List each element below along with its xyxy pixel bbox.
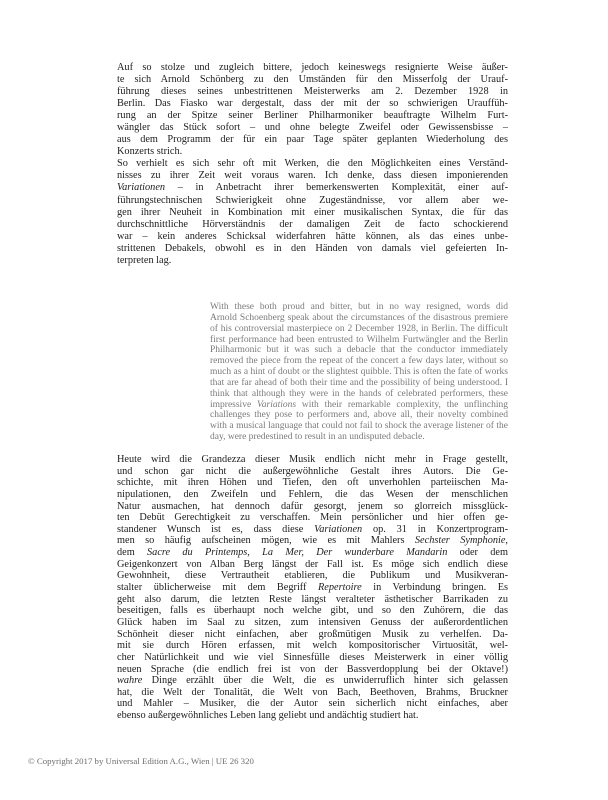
text-line: Geigenkonzert von Alban Berg längst der Fall ist. Es möge sich endlich diese — [117, 558, 508, 570]
text-segment: with their remarkable complexity, the unflinching — [296, 399, 508, 410]
text-segment: Dinge erzählt über die Welt, die es unwiderruflich hinter sich gelassen — [142, 675, 508, 687]
text-segment: stalter üblicherweise mit dem Begriff — [117, 582, 319, 594]
text-line: durchschnittliche Hörverständnis der damaligen Zeit de facto schockierend — [117, 218, 508, 230]
text-line: ten Debüt Gerechtigkeit zu verschaffen. Mein persönlicher und hier offen ge- — [117, 512, 508, 524]
text-line: schichte, mit ihren Höhen und Tiefen, den oft unverhohlen parteiischen Ma- — [117, 477, 508, 489]
italic-title: Repertoire — [318, 582, 362, 594]
english-translation-text — [210, 302, 508, 443]
text-line: Philharmonic but it was such a debacle that the conductor immediately — [210, 345, 508, 356]
text-line: rung an der Spitze seiner Berliner Philharmoniker beauftragte Wilhelm Furt- — [117, 110, 508, 122]
text-segment: oder dem — [447, 547, 508, 559]
text-line: und Mahler – Musiker, die der Autor sein sicherlich nicht einfaches, aber — [117, 698, 508, 710]
text-line: Auf so stolze und zugleich bittere, jedoch keineswegs resignierte Weise äußer- — [117, 62, 508, 73]
text-segment: standener Wunsch ist es, dass diese — [117, 523, 315, 535]
text-line: war – kein anderes Schicksal widerfahren hätte können, als das eines unbe- — [117, 230, 508, 242]
italic-title: Variationen — [314, 523, 363, 535]
text-line — [210, 400, 508, 411]
text-line: first performance had been entrusted to Wilhelm Furtwängler and the Berlin — [210, 334, 508, 345]
text-line: Gewohnheit, diese Vertrautheit etablieren, die Publikum und Musikveran- — [117, 570, 508, 582]
text-line: removed the piece from the repeat of the concert a few days later, without so — [210, 356, 508, 367]
italic-title: Sacre du Printemps, La Mer, Der wunderbare Mandarin — [147, 547, 448, 559]
text-line — [117, 582, 508, 594]
text-line: much as a hint of doubt or the slightest quibble. This is often the fate of works — [210, 367, 508, 378]
text-line: So verhielt es sich sehr oft mit Werken, die den Möglichkeiten eines Verständ- — [117, 158, 508, 170]
text-line: mit sie durch Hören erfassen, mit welch kompositorischer Virtuosität, wel- — [117, 640, 508, 652]
text-line: gen ihrer Neuheit in Kombination mit einer musikalischen Syntax, die für das — [117, 206, 508, 218]
text-line: wängler das Stück sofort – und ohne belegte Zweifel oder Gewissensbisse – — [117, 122, 508, 134]
text-line: und schon gar nicht die außergewöhnliche Gestalt ihres Autors. Die Ge- — [117, 465, 508, 477]
text-line: Schönheit dieser nicht einfachen, aber großmütigen Musik zu verhelfen. Da- — [117, 628, 508, 640]
text-line: day, were predestined to result in an undisputed debacle. — [210, 432, 425, 443]
italic-title: Variations — [257, 399, 297, 410]
italic-title: Variationen — [117, 182, 166, 194]
text-line: beseitigen, falls es überhaupt noch welche gibt, und so den Zuhörern, die das — [117, 605, 508, 617]
text-line: hat, die Welt der Tonalität, die Welt von Bach, Beethoven, Brahms, Bruckner — [117, 686, 508, 698]
text-line: neuen Sprache (die endlich frei ist von der Bassverdopplung bei der Oktave!) — [117, 663, 508, 675]
text-line — [117, 182, 508, 194]
text-line — [117, 535, 508, 547]
text-line: ebenso außergewöhnliches Leben lang geliebt und andächtig studiert hat. — [117, 710, 419, 722]
text-line: terpreten lag. — [117, 254, 172, 266]
text-line: te sich Arnold Schönberg zu den Umständen für den Misserfolg der Urauf- — [117, 74, 508, 86]
text-line — [117, 675, 508, 687]
text-line: geht also darum, die letzten Reste längst veralteter ästhetischer Barrikaden zu — [117, 593, 508, 605]
text-line: nipulationen, den Zweifeln und Fehlern, die das Wesen der menschlichen — [117, 488, 508, 500]
italic-title: wahre — [117, 675, 143, 687]
text-line — [117, 547, 508, 559]
text-segment: op. 31 in Konzertprogram- — [362, 523, 508, 535]
text-segment: men so häufig aufscheinen mögen, wie es mit Mahlers — [117, 535, 415, 547]
text-segment: dem — [117, 547, 148, 559]
text-line: Natur ausmachen, hat dennoch dafür gesorgt, jenem so glorreich missglück- — [117, 500, 508, 512]
text-line: Arnold Schoenberg speak about the circumstances of the disastrous premiere — [210, 312, 508, 323]
text-line — [117, 524, 508, 536]
text-line: cher Natürlichkeit und wie viel Sinnesfülle dieses Meisterwerk in einer völlig — [117, 651, 508, 663]
text-segment: , — [505, 535, 508, 547]
italic-title: Sechster Symphonie — [414, 535, 506, 547]
text-line: Glück haben im Saal zu sitzen, zum intensiven Genuss der außerordentlichen — [117, 616, 508, 628]
text-line: Berlin. Das Fiasko war dergestalt, dass der mit der so schwierigen Urauffüh- — [117, 98, 508, 110]
text-line: with a musical language that could not fail to shock the average listener of the — [210, 421, 508, 432]
text-line: With these both proud and bitter, but in no way resigned, words did — [210, 302, 508, 312]
text-line: Konzerts strich. — [117, 146, 183, 158]
text-line: Heute wird die Grandezza dieser Musik endlich nicht mehr in Frage gestellt, — [117, 454, 508, 465]
text-line: think that although they were in the hands of celebrated performers, these — [210, 388, 508, 399]
german-intro-text — [117, 62, 508, 267]
text-line: challenges they pose to performers and, above all, their novelty combined — [210, 410, 508, 421]
text-line: führung dieses seines unbestrittenen Meisterwerks am 2. Dezember 1928 in — [117, 86, 508, 98]
text-segment: in Verbindung bringen. Es — [361, 582, 508, 594]
german-main-text — [117, 454, 508, 722]
copyright-footer: © Copyright 2017 by Universal Edition A.G., Wien | UE 26 320 — [28, 756, 254, 766]
text-line: aus dem Programm der für ein paar Tage später geplanten Wiederholung des — [117, 134, 508, 146]
text-line: nisses zu ihrer Zeit weit voraus waren. Ich denke, dass diesen imponierenden — [117, 170, 508, 182]
text-line: of his controversial masterpiece on 2 December 1928, in Berlin. The difficult — [210, 323, 508, 334]
text-segment: impressive — [210, 399, 257, 410]
text-line: führungstechnischen Schwierigkeit ohne Zugeständnisse, vor allem aber we- — [117, 194, 508, 206]
text-line: strittenen Debakels, obwohl es in den Händen von damals viel gefeierten In- — [117, 242, 508, 254]
text-line: that are far ahead of both their time and the possibility of being understood. I — [210, 377, 508, 388]
text-segment: – in Anbetracht ihrer bemerkenswerten Komplexität, einer auf- — [165, 182, 508, 194]
